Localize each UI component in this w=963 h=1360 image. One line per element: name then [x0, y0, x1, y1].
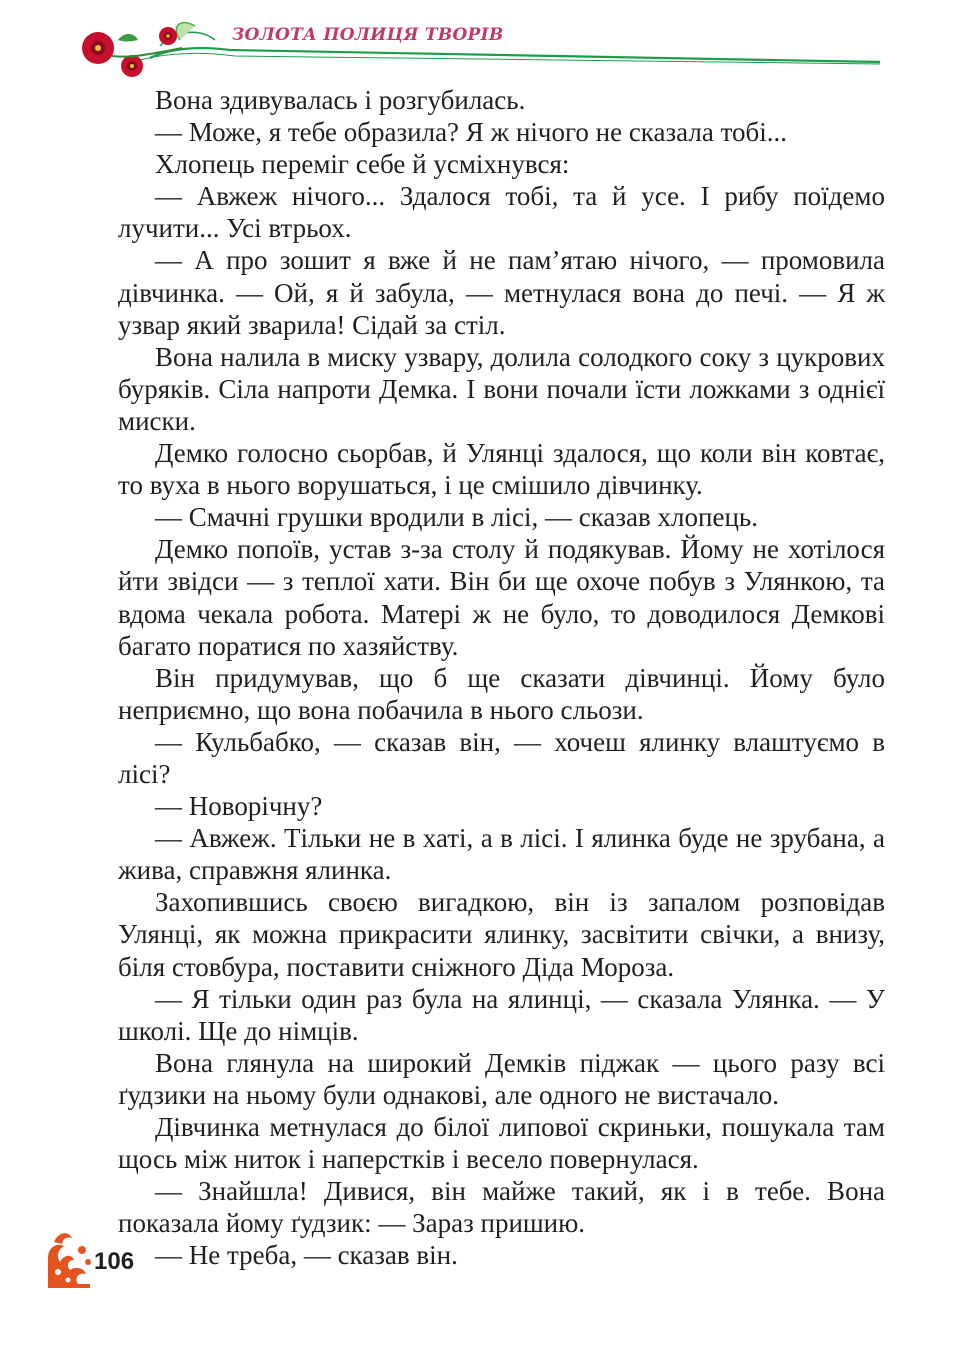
paragraph: Дівчинка метнулася до білої липової скриньки, пошукала там щось між ниток і наперстків і весело повернулася.: [118, 1112, 885, 1175]
paragraph: Вона глянула на широкий Демків піджак — цього разу всі ґудзики на ньому були однакові, але одного не вистачало.: [118, 1047, 885, 1110]
page-number: 106: [94, 1248, 135, 1275]
paragraph: Він придумував, що б ще сказати дівчинці. Йому було неприємно, що вона побачила в нього сльози.: [118, 662, 885, 725]
paragraph: — Може, я тебе образила? Я ж нічого не сказала тобі...: [155, 117, 788, 148]
corner-ornament-icon: [44, 1228, 96, 1290]
story-text: [118, 84, 885, 1271]
paragraph: — Знайшла! Дивися, він майже такий, як і в тебе. Вона показала йому ґудзик: — Зараз пришию.: [118, 1176, 885, 1239]
paragraph: Вона здивувалась і розгубилась.: [155, 85, 526, 115]
paragraph: Вона налила в миску узвару, долила солодкого соку з цукрових буряків. Сіла напроти Демка. І вони почали їсти ложками з однієї миски.: [118, 341, 885, 436]
paragraph: — Авжеж. Тільки не в хаті, а в лісі. І ялинка буде не зрубана, а жива, справжня ялинка.: [118, 823, 885, 886]
flower-ornament-icon: [72, 18, 192, 88]
paragraph: — Я тільки один раз була на ялинці, — сказала Улянка. — У школі. Ще до німців.: [118, 983, 885, 1046]
section-title: ЗОЛОТА ПОЛИЦЯ ТВОРІВ: [232, 25, 504, 45]
paragraph: Демко голосно сьорбав, й Улянці здалося, що коли він ковтає, то вуха в нього ворушаться, і це смішило дівчинку.: [118, 438, 885, 501]
paragraph: — Не треба, — сказав він.: [155, 1240, 458, 1271]
paragraph: — Смачні грушки вродили в лісі, — сказав хлопець.: [155, 502, 758, 533]
paragraph: — Новорічну?: [155, 791, 323, 822]
paragraph: Захопившись своєю вигадкою, він із запалом розповідав Улянці, як можна прикрасити ялинку, засвітити свічки, а внизу, біля стовбура, поставити сніжного Діда Мороза.: [118, 887, 885, 982]
paragraph: — Авжеж нічого... Здалося тобі, та й усе. І рибу поїдемо лучити... Усі втрьох.: [118, 181, 885, 244]
paragraph: — А про зошит я вже й не пам’ятаю нічого, — промовила дівчинка. — Ой, я й забула, — метнулася вона до печі. — Я ж узвар який зварила! Сідай за стіл.: [118, 245, 885, 340]
paragraph: — Кульбабко, — сказав він, — хочеш ялинку влаштуємо в лісі?: [118, 726, 885, 789]
page-header: [0, 0, 963, 90]
paragraph: Демко попоїв, устав з-за столу й подякував. Йому не хотілося йти звідси — з теплої хати. Він би ще охоче побув з Улянкою, та вдома чекала робота. Матері ж не було, то доводилося Демкові багато поратися по хазяйству.: [118, 534, 885, 661]
paragraph: Хлопець переміг себе й усміхнувся:: [155, 149, 570, 180]
